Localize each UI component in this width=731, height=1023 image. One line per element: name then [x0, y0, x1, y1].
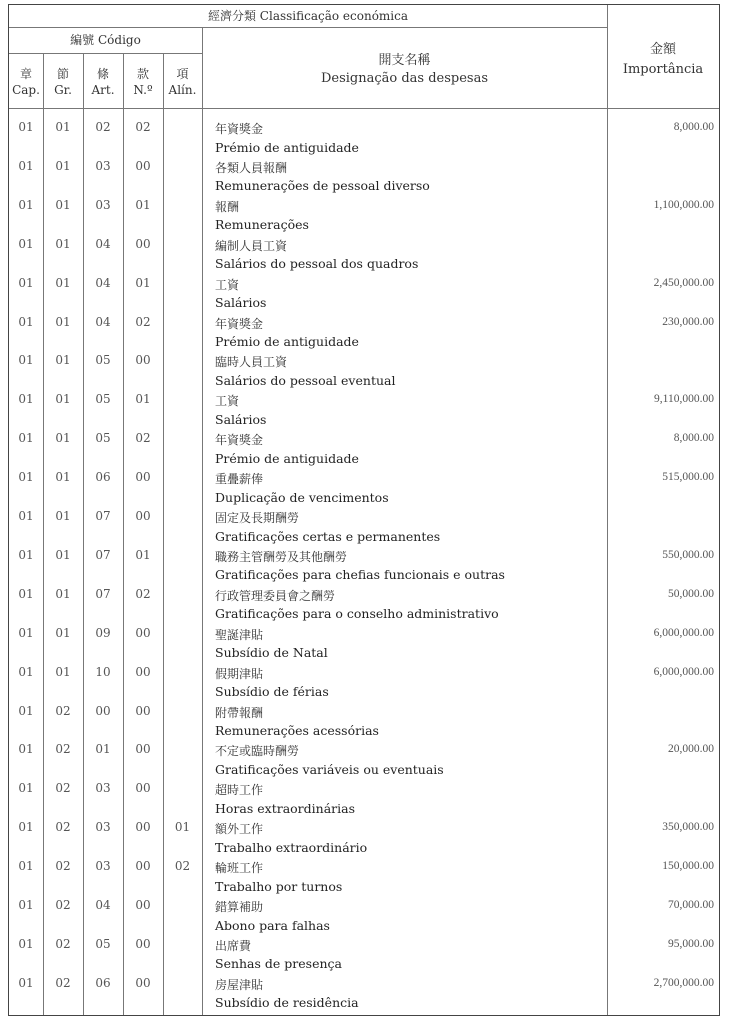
col-divider	[202, 27, 203, 1015]
designation-zh: 固定及長期酬勞	[215, 511, 300, 525]
amount: 70,000.00	[668, 899, 714, 911]
cap-header	[9, 66, 43, 98]
amount: 6,000,000.00	[653, 626, 714, 639]
amount-header	[607, 40, 719, 80]
art-header-zh: 條	[96, 67, 109, 81]
no-header	[123, 66, 163, 98]
designation-zh: 重疊薪俸	[215, 472, 264, 487]
code-no: 00	[135, 625, 151, 640]
designation-pt: Prémio de antiguidade	[215, 450, 359, 466]
code-no: 01	[135, 392, 151, 407]
code-no: 02	[135, 314, 151, 329]
code-gr: 01	[55, 509, 71, 523]
code-cap: 01	[18, 547, 34, 562]
designation-pt: Gratificações para o conselho administrativo	[215, 606, 499, 622]
amount: 9,110,000.00	[654, 393, 714, 406]
code-art: 07	[95, 509, 111, 523]
code-art: 03	[95, 820, 111, 835]
designation-pt: Remunerações acessórias	[215, 723, 379, 738]
designation-pt: Abono para falhas	[215, 917, 330, 933]
code-no: 00	[135, 936, 151, 951]
code-no: 02	[135, 431, 151, 446]
designation-zh: 出席費	[215, 938, 252, 953]
designation-pt: Subsídio de Natal	[215, 645, 328, 661]
designation-pt: Salários do pessoal dos quadros	[215, 256, 419, 272]
designation-pt: Prémio de antiguidade	[215, 334, 359, 349]
amount: 20,000.00	[668, 743, 714, 756]
code-no: 02	[135, 120, 151, 134]
designation-pt: Horas extraordinárias	[215, 800, 355, 816]
code-art: 03	[95, 197, 111, 212]
code-cap: 01	[18, 158, 34, 173]
code-no: 01	[135, 197, 151, 212]
code-no: 00	[135, 509, 151, 523]
header-line	[9, 53, 202, 54]
code-art: 05	[95, 353, 111, 368]
code-art: 10	[95, 664, 111, 679]
code-art: 04	[95, 275, 111, 290]
designation-pt: Salários	[215, 411, 267, 427]
code-cap: 01	[18, 197, 34, 212]
designation-pt: Remunerações	[215, 217, 309, 233]
amount: 350,000.00	[662, 821, 714, 834]
code-no: 00	[135, 664, 151, 679]
code-no: 01	[135, 275, 151, 290]
code-art: 05	[95, 936, 111, 951]
designation-zh: 附帶報酬	[215, 705, 264, 720]
code-no: 00	[135, 470, 151, 485]
classification-header: 經濟分類 Classificação económica	[207, 9, 409, 23]
amount: 2,700,000.00	[653, 976, 714, 989]
code-cap: 01	[18, 509, 34, 523]
code-gr: 01	[55, 625, 71, 640]
designation-zh: 錯算補助	[215, 900, 264, 914]
code-gr: 01	[55, 547, 71, 562]
code-no: 00	[135, 158, 151, 173]
code-gr: 01	[55, 158, 71, 173]
code-art: 03	[95, 781, 111, 796]
designation-pt: Subsídio de férias	[215, 684, 329, 700]
code-art: 07	[95, 586, 111, 601]
designation-zh: 工資	[215, 277, 240, 292]
designation-pt: Duplicação de vencimentos	[215, 489, 389, 505]
designation-pt: Gratificações certas e permanentes	[215, 528, 441, 544]
code-cap: 01	[18, 586, 34, 601]
gr-header	[43, 66, 83, 98]
code-gr: 01	[55, 353, 71, 368]
amount: 1,100,000.00	[653, 198, 714, 211]
code-gr: 02	[55, 898, 71, 912]
code-gr: 02	[55, 742, 71, 757]
designation-pt: Salários do pessoal eventual	[215, 372, 396, 388]
expense-table	[8, 4, 720, 1016]
amount: 2,450,000.00	[653, 276, 714, 289]
designation-zh: 聖誕津貼	[215, 627, 264, 642]
designation-zh: 行政管理委員會之酬勞	[215, 588, 336, 603]
designation-zh: 職務主管酬勞及其他酬勞	[215, 549, 348, 564]
code-alin: 02	[174, 859, 191, 874]
code-art: 05	[95, 431, 111, 446]
designation-zh: 額外工作	[215, 822, 264, 837]
code-gr: 01	[55, 236, 71, 251]
designation-pt: Trabalho extraordinário	[215, 839, 368, 855]
header-line	[9, 27, 607, 28]
code-gr: 01	[55, 314, 71, 329]
amount: 50,000.00	[668, 587, 714, 600]
no-header-zh: 款	[136, 67, 149, 81]
designation-zh: 工資	[215, 394, 240, 409]
cap-header-pt: Cap.	[12, 83, 40, 97]
gr-header-pt: Gr.	[54, 83, 72, 97]
code-cap: 01	[18, 936, 34, 951]
code-cap: 01	[18, 898, 34, 912]
designation-pt: Trabalho por turnos	[215, 878, 343, 894]
code-no: 00	[135, 975, 151, 990]
amount: 230,000.00	[662, 315, 714, 328]
code-art: 07	[95, 547, 111, 562]
designation-pt: Gratificações variáveis ou eventuais	[215, 761, 444, 777]
code-no: 00	[135, 820, 151, 835]
code-no: 00	[135, 859, 151, 874]
code-art: 06	[95, 975, 111, 990]
designation-zh: 各類人員報酬	[215, 160, 288, 175]
designation-pt: Salários	[215, 295, 267, 311]
code-no: 00	[135, 353, 151, 368]
designation-zh: 年資獎金	[215, 433, 264, 448]
designation-pt: Remunerações de pessoal diverso	[215, 178, 430, 194]
code-gr: 02	[55, 781, 71, 796]
code-gr: 01	[55, 120, 71, 134]
designation-zh: 年資獎金	[215, 122, 264, 136]
amount-header-zh: 金額	[649, 42, 676, 57]
code-art: 03	[95, 859, 111, 874]
code-gr: 01	[55, 431, 71, 446]
no-header-pt: N.º	[133, 83, 153, 97]
designation-zh: 假期津貼	[215, 666, 264, 681]
designation-pt: Senhas de presença	[215, 956, 342, 972]
designation-zh: 臨時人員工資	[215, 355, 288, 370]
designation-zh: 房屋津貼	[215, 977, 264, 992]
designation-pt: Gratificações para chefias funcionais e outras	[215, 567, 505, 583]
code-art: 04	[95, 236, 111, 251]
code-art: 09	[95, 625, 111, 640]
code-gr: 01	[55, 392, 71, 407]
amount: 150,000.00	[662, 860, 714, 873]
code-art: 03	[95, 158, 111, 173]
code-cap: 01	[18, 392, 34, 407]
code-gr: 01	[55, 586, 71, 601]
code-gr: 02	[55, 820, 71, 835]
code-cap: 01	[18, 431, 34, 446]
code-no: 00	[135, 703, 151, 718]
code-gr: 01	[55, 664, 71, 679]
art-header	[83, 66, 123, 98]
code-gr: 01	[55, 470, 71, 485]
code-gr: 02	[55, 859, 71, 874]
code-gr: 02	[55, 975, 71, 990]
code-cap: 01	[18, 314, 34, 329]
code-cap: 01	[18, 742, 34, 757]
amount: 515,000.00	[662, 471, 714, 484]
code-gr: 01	[55, 197, 71, 212]
code-no: 01	[135, 547, 151, 562]
code-cap: 01	[18, 859, 34, 874]
col-divider	[607, 5, 608, 1015]
designation-pt: Prémio de antiguidade	[215, 139, 359, 155]
designation-header-zh: 開支名稱	[378, 53, 431, 68]
code-cap: 01	[18, 625, 34, 640]
designation-header	[202, 52, 607, 88]
designation-zh: 不定或臨時酬勞	[215, 744, 300, 759]
code-cap: 01	[18, 820, 34, 835]
amount: 8,000.00	[673, 432, 714, 445]
code-art: 04	[95, 898, 111, 912]
code-no: 00	[135, 898, 151, 912]
code-art: 00	[95, 703, 111, 718]
amount: 95,000.00	[668, 937, 714, 950]
code-no: 00	[135, 742, 151, 757]
cap-header-zh: 章	[19, 67, 32, 81]
code-cap: 01	[18, 664, 34, 679]
designation-zh: 報酬	[215, 199, 240, 214]
code-no: 02	[135, 586, 151, 601]
code-art: 06	[95, 470, 111, 485]
code-gr: 02	[55, 703, 71, 718]
designation-header-pt: Designação das despesas	[320, 71, 489, 86]
amount-header-pt: Importância	[622, 62, 704, 77]
code-no: 00	[135, 781, 151, 796]
code-gr: 01	[55, 275, 71, 290]
code-art: 04	[95, 314, 111, 329]
code-header: 編號 Código	[70, 33, 141, 47]
code-cap: 01	[18, 353, 34, 368]
alin-header-zh: 項	[176, 67, 189, 81]
gr-header-zh: 節	[56, 67, 69, 81]
code-gr: 02	[55, 936, 71, 951]
code-cap: 01	[18, 275, 34, 290]
code-cap: 01	[18, 975, 34, 990]
amount: 6,000,000.00	[653, 665, 714, 678]
code-art: 05	[95, 392, 111, 407]
code-art: 02	[95, 120, 111, 134]
code-cap: 01	[18, 120, 34, 134]
designation-zh: 編制人員工資	[215, 238, 288, 253]
designation-zh: 年資獎金	[215, 316, 264, 331]
code-cap: 01	[18, 470, 34, 485]
art-header-pt: Art.	[91, 83, 115, 97]
designation-zh: 超時工作	[215, 783, 264, 798]
code-alin: 01	[174, 820, 191, 835]
designation-zh: 輪班工作	[215, 861, 264, 876]
designation-pt: Subsídio de residência	[215, 995, 359, 1011]
amount: 8,000.00	[673, 121, 714, 133]
header-line	[9, 108, 719, 109]
code-no: 00	[135, 236, 151, 251]
code-cap: 01	[18, 236, 34, 251]
code-cap: 01	[18, 703, 34, 718]
alin-header	[163, 66, 202, 98]
code-cap: 01	[18, 781, 34, 796]
code-art: 01	[95, 742, 111, 757]
alin-header-pt: Alín.	[168, 83, 197, 97]
amount: 550,000.00	[662, 548, 714, 561]
